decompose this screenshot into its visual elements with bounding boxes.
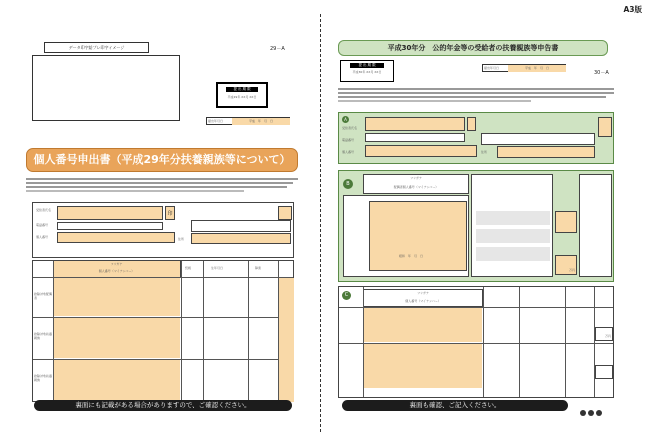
right-c-row2-field[interactable] [364, 344, 482, 388]
left-deadline-title: 提 出 期 限 [226, 87, 258, 92]
left-address-field[interactable] [191, 233, 291, 244]
right-deadline-stamp [340, 60, 394, 82]
right-instructions [338, 86, 614, 108]
left-table-mynumber: 個人番号（マイナンバー） [98, 268, 135, 273]
right-section-a [338, 112, 614, 164]
left-submit-label: 提出年月日 [208, 119, 224, 123]
right-c-amount-field[interactable] [595, 327, 613, 341]
right-form-code: 30－A [594, 70, 609, 76]
right-footer-page-icons [580, 401, 608, 411]
left-row2-field[interactable] [54, 318, 180, 358]
right-b-amount-unit: 万円 [568, 268, 575, 273]
left-number-field[interactable] [57, 232, 175, 243]
left-row3-field[interactable] [54, 360, 180, 402]
right-deadline-date: 平成30年 XX月 XX日 [352, 70, 382, 74]
left-col-relation: 続柄 [185, 266, 192, 270]
left-submit-value[interactable]: 平成 年 月 日 [232, 118, 290, 125]
left-row1-label: 控除対象配偶者 [34, 292, 53, 300]
left-submit-date[interactable] [206, 117, 290, 125]
right-c-header [363, 289, 483, 307]
right-section-b [338, 170, 614, 282]
right-address-label: 住所 [481, 150, 488, 154]
right-form-title: 平成30年分 公的年金等の受給者の扶養親族等申告書 [338, 40, 608, 56]
right-phone-field[interactable] [365, 133, 465, 142]
right-section-b-badge: B [343, 179, 353, 189]
left-table-furigana: フリガナ [110, 262, 123, 266]
right-c-mynumber: 個人番号（マイナンバー） [405, 298, 441, 303]
right-submit-value[interactable]: 平成 年 月 日 [508, 65, 566, 72]
right-phone-label: 電話番号 [342, 138, 355, 142]
right-submit-date[interactable] [482, 64, 566, 72]
left-form [18, 28, 308, 418]
left-form-code: 29－A [270, 46, 285, 52]
page-size-label: A3版 [623, 5, 642, 14]
right-c-amount-unit: 万円 [604, 334, 611, 339]
right-b-amount-field[interactable] [555, 255, 577, 275]
right-b-birth: 昭和 年 月 日 [399, 254, 424, 258]
left-name-label: 受給者氏名 [36, 208, 52, 212]
right-submit-label: 提出年月日 [484, 66, 500, 70]
left-applicant-section [32, 202, 294, 258]
right-address-field[interactable] [497, 146, 595, 158]
left-instructions [26, 176, 298, 200]
right-c-amount-field-2[interactable] [595, 365, 613, 379]
right-checkbox-area[interactable] [481, 133, 595, 145]
right-b-middle-panel [471, 174, 553, 277]
left-deadline-date: 平成29年 XX月 XX日 [227, 95, 257, 99]
right-seal-field[interactable] [467, 117, 476, 131]
left-number-label: 個人番号 [36, 235, 49, 239]
right-number-label: 個人番号 [342, 150, 355, 154]
right-b-header [363, 174, 469, 194]
right-number-field[interactable] [365, 145, 477, 157]
left-phone-label: 電話番号 [36, 223, 49, 227]
left-right-column-fill [279, 278, 294, 402]
left-row1-field[interactable] [54, 278, 180, 316]
left-phone-field[interactable] [57, 222, 163, 230]
left-deadline-stamp [216, 82, 268, 108]
right-form [332, 36, 632, 416]
right-deadline-title: 提 出 期 限 [350, 63, 384, 68]
right-c-furigana: フリガナ [417, 291, 429, 295]
left-row3-label: 控除対象扶養親族 [34, 374, 53, 382]
right-b-right-panel [579, 174, 612, 277]
center-divider [320, 14, 321, 432]
left-seal-icon: 印 [165, 206, 175, 220]
left-table-header [53, 261, 181, 277]
left-form-title: 個人番号申出書（平成29年分扶養親族等について） [26, 148, 298, 172]
right-section-a-badge: A [342, 116, 349, 123]
right-b-spouse-field[interactable] [369, 201, 467, 271]
left-name-field[interactable] [57, 206, 163, 220]
right-c-row1-field[interactable] [364, 308, 482, 342]
right-section-c-badge: C [342, 291, 351, 300]
right-b-furigana: フリガナ [410, 176, 422, 180]
left-row2-label: 控除対象扶養親族 [34, 332, 53, 340]
left-gender-field[interactable] [278, 206, 292, 220]
right-b-income-field[interactable] [555, 211, 577, 233]
right-section-c [338, 286, 614, 398]
left-address-label: 住所 [178, 237, 185, 241]
data-preprint-area [32, 55, 180, 121]
right-footer-bar: 裏面も確認、ご記入ください。 [342, 400, 568, 411]
right-b-mynumber: 配偶者個人番号（マイナンバー） [393, 184, 439, 189]
left-checkbox-area[interactable] [191, 220, 291, 232]
right-gender-field[interactable] [598, 117, 612, 137]
data-preprint-label-box: データ印字給プレ印字イメージ [44, 42, 149, 53]
left-col-disability: 障害 [255, 266, 262, 270]
right-name-label: 受給者氏名 [342, 126, 358, 130]
left-col-birth: 生年月日 [211, 266, 224, 270]
left-dependents-table [32, 260, 294, 402]
left-footer-bar: 裏面にも記載がある場合がありますので、ご確認ください。 [34, 400, 292, 411]
right-name-field[interactable] [365, 117, 465, 131]
